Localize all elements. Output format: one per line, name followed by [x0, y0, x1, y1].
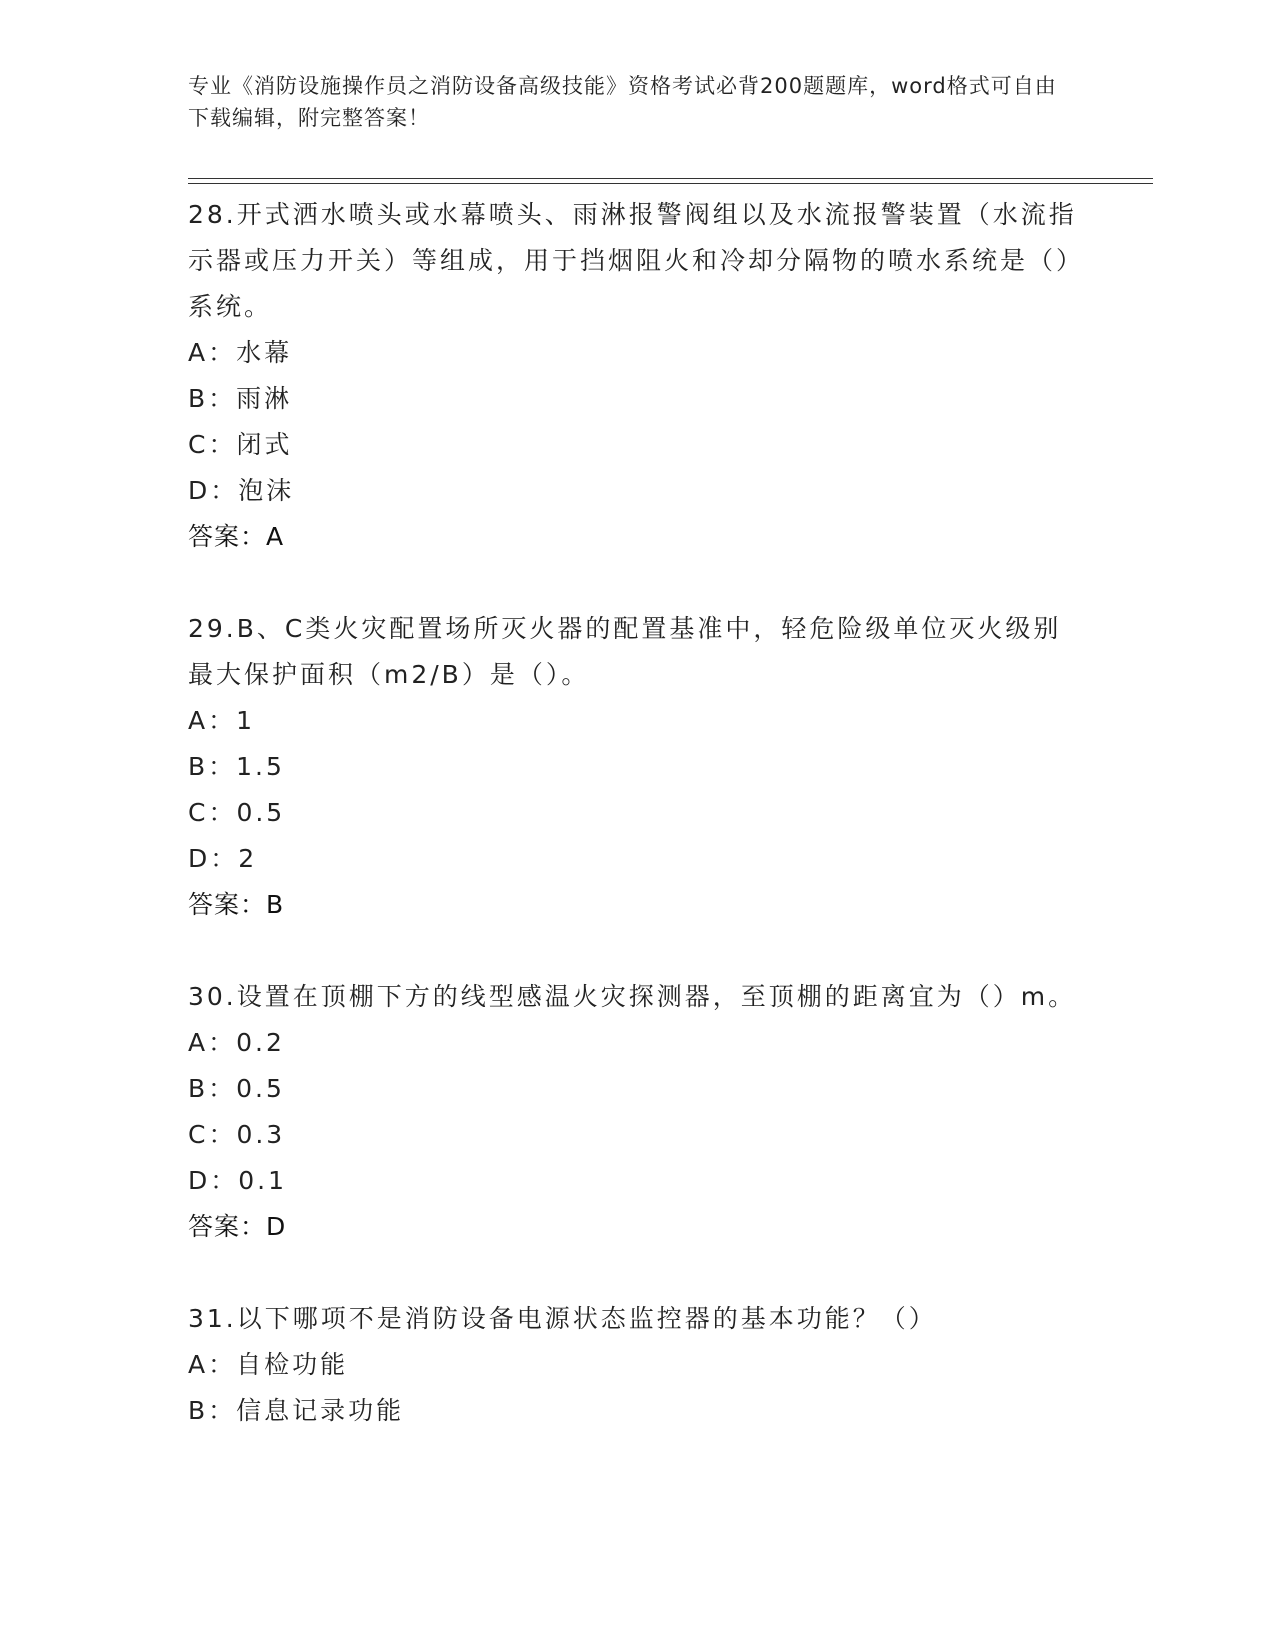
option-d: D：泡沫	[188, 476, 295, 505]
question-spacer	[188, 560, 1088, 606]
question-stem: 30.设置在顶棚下方的线型感温火灾探测器，至顶棚的距离宜为（）m。	[188, 982, 1077, 1011]
question-30	[188, 974, 1088, 1250]
question-spacer	[188, 928, 1088, 974]
question-29	[188, 606, 1088, 928]
header-divider-bottom	[188, 183, 1153, 184]
question-stem: 29.B、C类火灾配置场所灭火器的配置基准中，轻危险级单位灭火级别最大保护面积（m2/B）是（）。	[188, 614, 1062, 689]
option-b: B：1.5	[188, 752, 285, 781]
option-a: A：1	[188, 706, 256, 735]
option-a: A：0.2	[188, 1028, 285, 1057]
option-b: B：雨淋	[188, 384, 293, 413]
question-spacer	[188, 1250, 1088, 1296]
question-answer: 答案：D	[188, 1212, 287, 1241]
option-a: A：水幕	[188, 338, 293, 367]
option-c: C：0.3	[188, 1120, 286, 1149]
question-list	[188, 192, 1088, 1434]
question-28	[188, 192, 1088, 560]
option-c: C：闭式	[188, 430, 293, 459]
question-stem: 31.以下哪项不是消防设备电源状态监控器的基本功能？（）	[188, 1304, 937, 1333]
header-divider-top	[188, 178, 1153, 179]
option-b: B：0.5	[188, 1074, 285, 1103]
option-b: B：信息记录功能	[188, 1396, 405, 1425]
option-d: D：2	[188, 844, 258, 873]
question-answer: 答案：A	[188, 522, 285, 551]
question-answer: 答案：B	[188, 890, 285, 919]
option-a: A：自检功能	[188, 1350, 349, 1379]
question-31	[188, 1296, 1088, 1434]
question-stem: 28.开式洒水喷头或水幕喷头、雨淋报警阀组以及水流报警装置（水流指示器或压力开关）等组成，用于挡烟阻火和冷却分隔物的喷水系统是（）系统。	[188, 200, 1085, 321]
document-header: 专业《消防设施操作员之消防设备高级技能》资格考试必背200题题库，word格式可自由下载编辑，附完整答案！	[188, 74, 1057, 130]
option-d: D：0.1	[188, 1166, 288, 1195]
option-c: C：0.5	[188, 798, 286, 827]
